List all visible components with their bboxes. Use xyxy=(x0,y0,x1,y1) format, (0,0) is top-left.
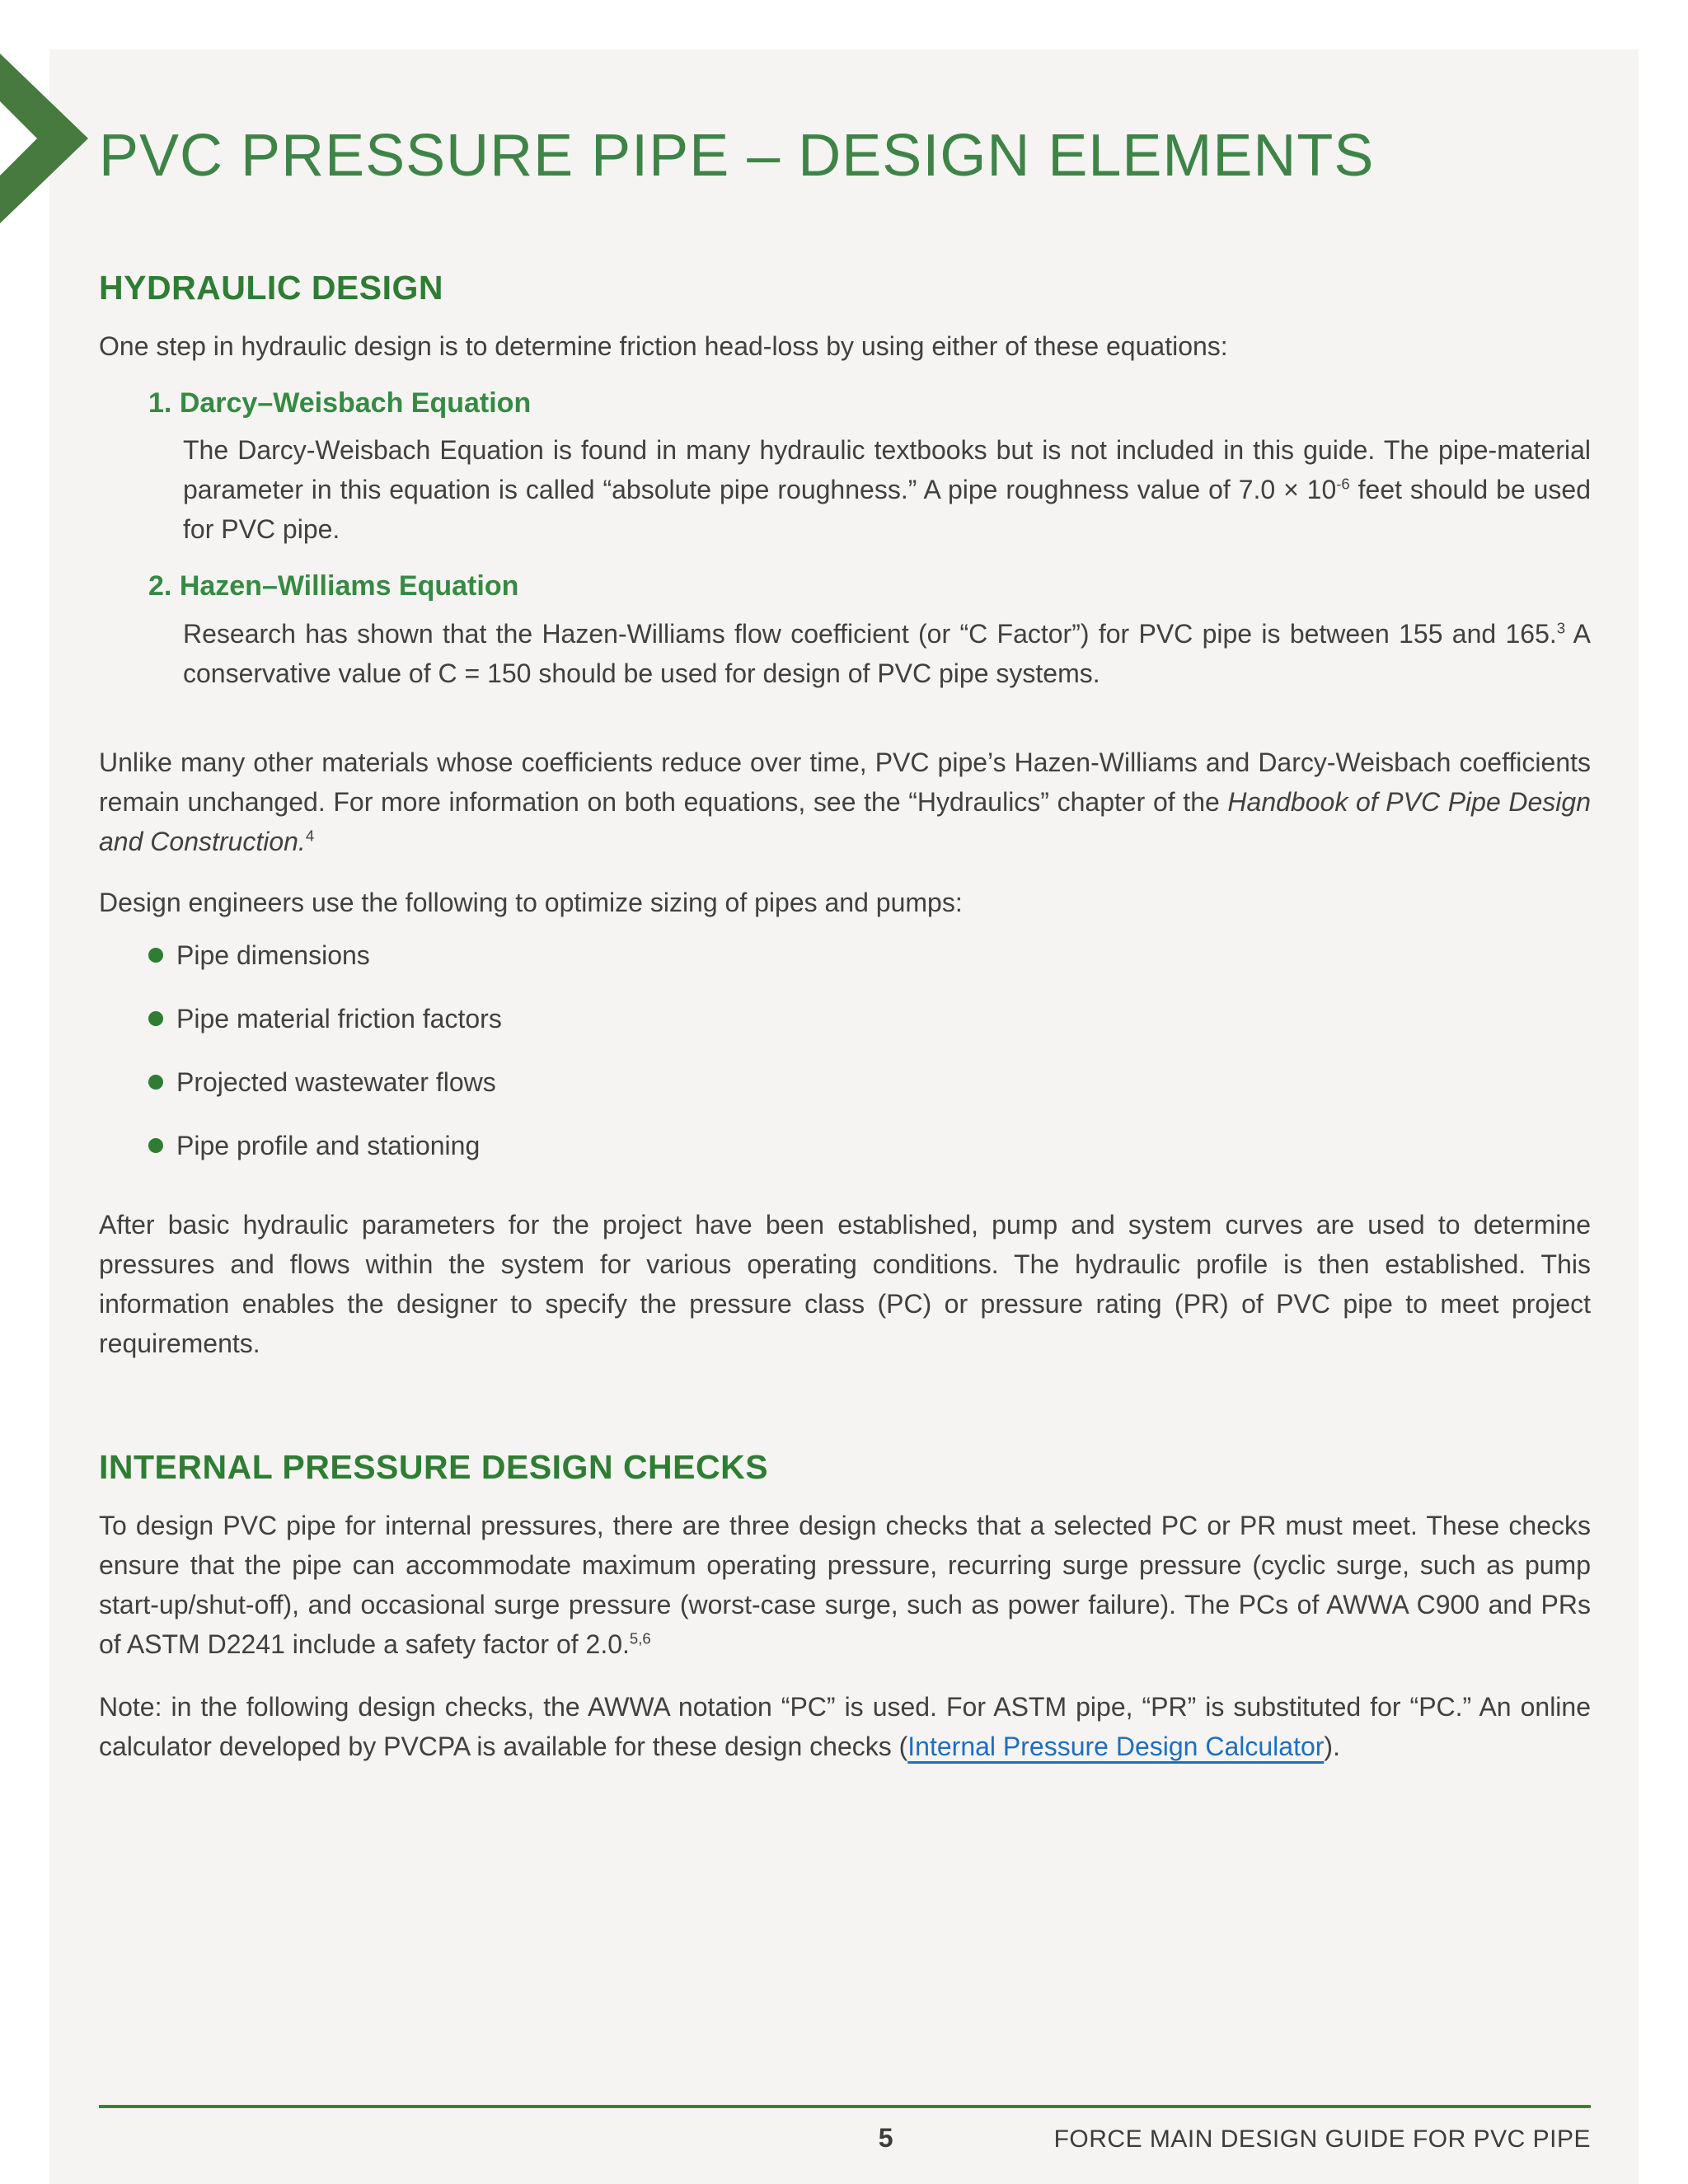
paragraph-text: Note: in the following design checks, the AWWA notation “PC” is used. For ASTM pipe, “PR” is substituted for “PC.” An online calculator developed by PVCPA is available for these design checks ( xyxy=(99,1692,1591,1762)
book-title-italic: Handbook of PVC Pipe Design and Construction. xyxy=(99,786,1592,856)
superscript-exponent: -6 xyxy=(1336,475,1350,493)
list-item-label: Pipe profile and stationing xyxy=(176,1130,481,1160)
superscript-footnote: 4 xyxy=(305,827,315,845)
paragraph-text: Research has shown that the Hazen-Williams flow coefficient (or “C Factor”) for PVC pipe is between 155 and 165. xyxy=(183,618,1557,649)
page-content xyxy=(49,49,1639,1766)
numbered-item-hazen-williams xyxy=(148,569,1591,693)
page-footer xyxy=(99,2105,1591,2154)
list-item-label: Pipe material friction factors xyxy=(176,1003,502,1033)
list-item xyxy=(148,1062,1591,1102)
page-sheet xyxy=(49,49,1639,2184)
ring-bullet-icon xyxy=(148,948,163,963)
page-number: 5 xyxy=(878,2123,893,2153)
item-number: 2. xyxy=(148,570,172,602)
ring-bullet-icon xyxy=(148,1075,163,1090)
list-item-label: Pipe dimensions xyxy=(176,940,370,970)
item-number: 1. xyxy=(148,387,172,419)
paragraph-text: A conservative value of C = 150 should be used for design of PVC pipe systems. xyxy=(183,618,1592,688)
ring-bullet-icon xyxy=(148,1011,163,1026)
superscript-footnote: 5,6 xyxy=(629,1629,651,1647)
list-item xyxy=(148,935,1591,975)
list-item xyxy=(148,999,1591,1038)
item-heading-text: Darcy–Weisbach Equation xyxy=(179,387,532,419)
paragraph-optimize-intro: Design engineers use the following to optimize sizing of pipes and pumps: xyxy=(99,887,963,917)
paragraph-text: ). xyxy=(1324,1732,1340,1762)
paragraph-internal-pressure xyxy=(99,1506,1591,1664)
item-heading-darcy-weisbach xyxy=(148,386,1591,421)
paragraph-darcy-weisbach xyxy=(183,430,1591,549)
footer-row xyxy=(99,2123,1591,2154)
paragraph-coefficients xyxy=(99,743,1591,861)
chevron-right-icon xyxy=(0,54,88,223)
bullet-list xyxy=(148,935,1591,1165)
paragraph-hazen-williams xyxy=(183,614,1591,693)
section-heading-internal-pressure: INTERNAL PRESSURE DESIGN CHECKS xyxy=(99,1447,769,1486)
ring-bullet-icon xyxy=(148,1138,163,1153)
superscript-footnote: 3 xyxy=(1556,619,1566,637)
paragraph-hydraulic-closing: After basic hydraulic parameters for the project have been established, pump and system curves are used to determine pressures and flows within the system for various operating conditions. The hydraulic profile is then established. This information enables the designer to specify the pressure class (PC) or pressure rating (PR) of PVC pipe to meet project requirements. xyxy=(99,1209,1591,1358)
paragraph-text: feet should be used for PVC pipe. xyxy=(183,475,1591,545)
paragraph-text: To design PVC pipe for internal pressures, there are three design checks that a selected PC or PR must meet. These checks ensure that the pipe can accommodate maximum operating pressure, recurring surge pressure (cyclic surge, such as pump start-up/shut-off), and occasional surge pressure (worst-case surge, such as power failure). The PCs of AWWA C900 and PRs of ASTM D2241 include a safety factor of 2.0. xyxy=(99,1511,1591,1660)
footer-divider xyxy=(99,2105,1591,2108)
paragraph-text: Unlike many other materials whose coefficients reduce over time, PVC pipe’s Hazen-Williams and Darcy-Weisbach coefficients remain unchanged. For more information on both equations, see the “Hydraulics” chapter of the xyxy=(99,747,1591,817)
page-title: PVC PRESSURE PIPE – DESIGN ELEMENTS xyxy=(99,123,1375,189)
section-heading-hydraulic-design: HYDRAULIC DESIGN xyxy=(99,268,444,307)
list-item-label: Projected wastewater flows xyxy=(176,1066,496,1097)
numbered-item-darcy-weisbach xyxy=(148,386,1591,550)
footer-doc-title: FORCE MAIN DESIGN GUIDE FOR PVC PIPE xyxy=(1053,2125,1591,2153)
paragraph-text: The Darcy-Weisbach Equation is found in many hydraulic textbooks but is not included in this guide. The pipe-material parameter in this equation is called “absolute pipe roughness.” A pipe roughness value of 7.0 × 10 xyxy=(183,435,1591,505)
paragraph-hydraulic-intro: One step in hydraulic design is to determine friction head-loss by using either of these equations: xyxy=(99,330,1228,361)
internal-pressure-design-calculator-link[interactable]: Internal Pressure Design Calculator xyxy=(907,1732,1325,1762)
item-heading-text: Hazen–Williams Equation xyxy=(179,570,519,602)
list-item xyxy=(148,1126,1591,1165)
item-heading-hazen-williams xyxy=(148,569,1591,604)
paragraph-note xyxy=(99,1687,1591,1766)
